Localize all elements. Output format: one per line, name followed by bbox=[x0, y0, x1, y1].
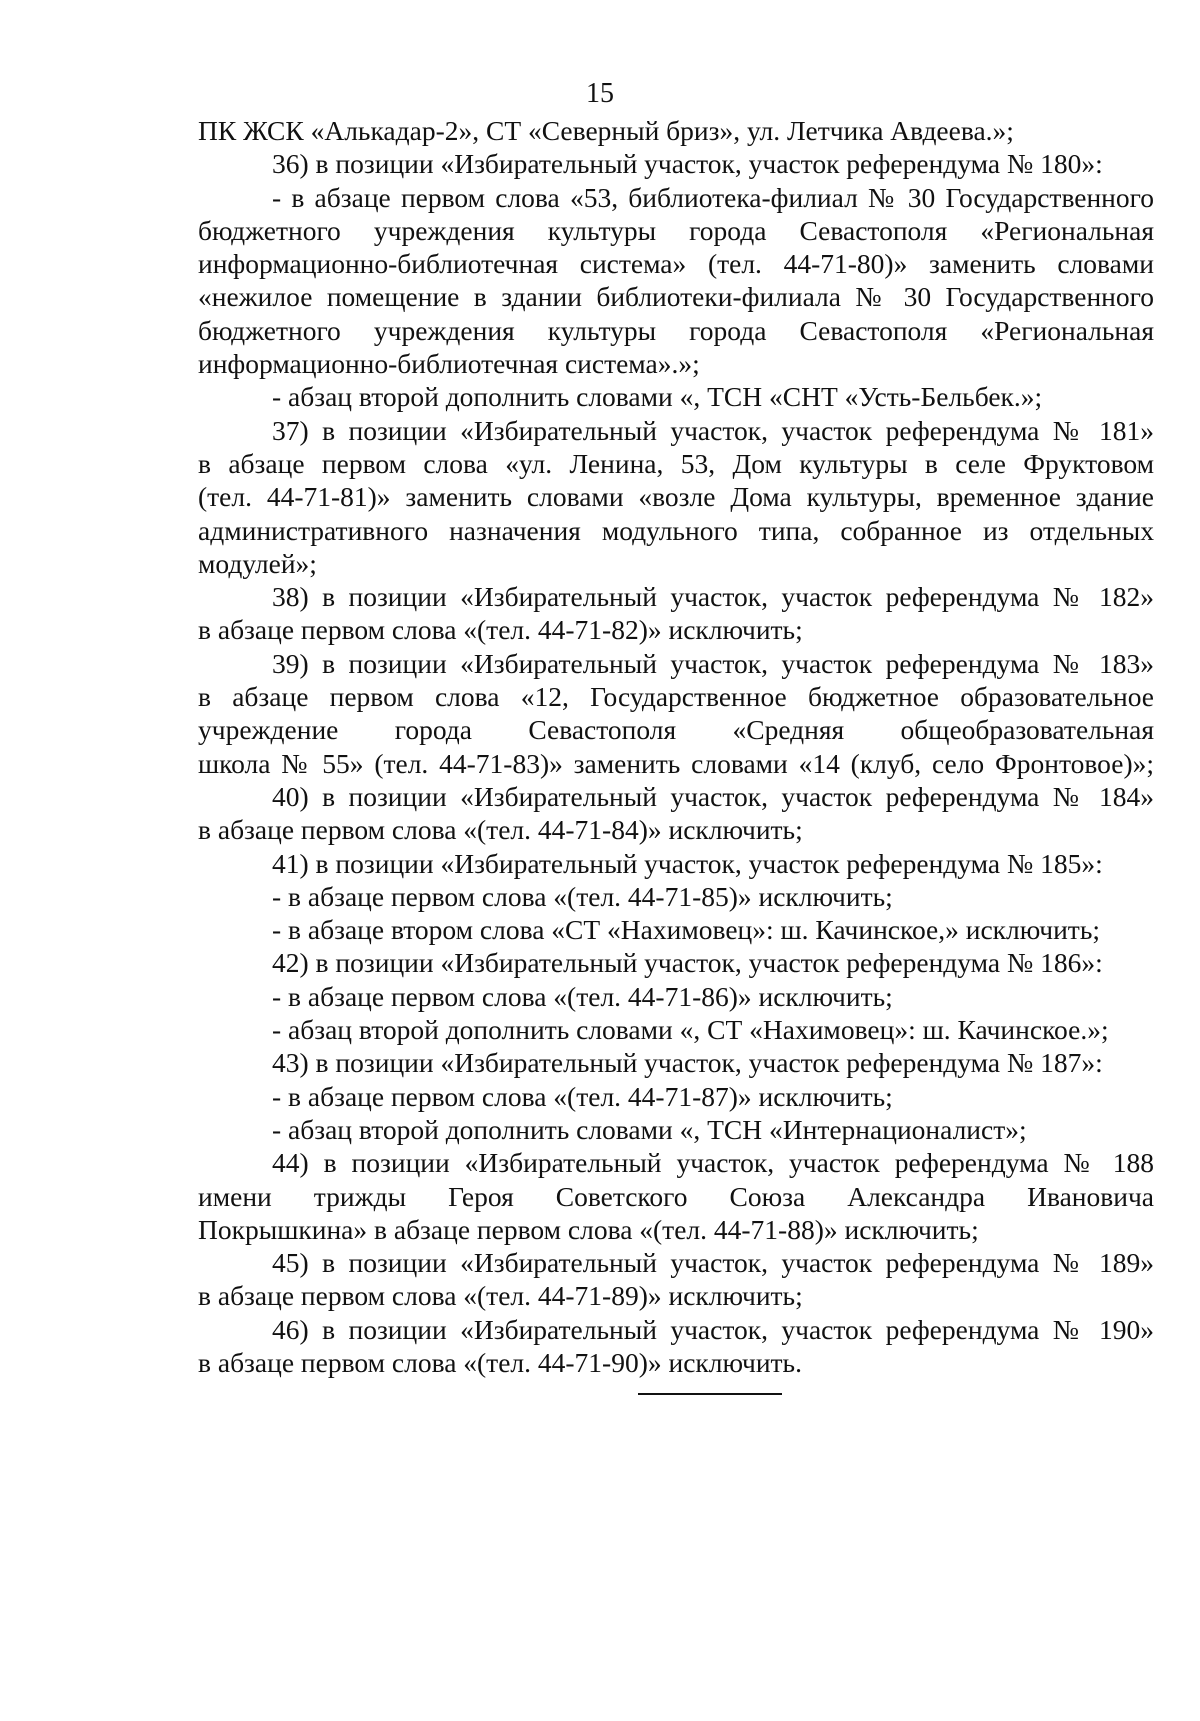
text-line: - абзац второй дополнить словами «, ТСН «Интернационалист»; bbox=[272, 1113, 1027, 1145]
text-line: 36) в позиции «Избирательный участок, участок референдума № 180»: bbox=[272, 148, 1103, 180]
text-line: - абзац второй дополнить словами «, ТСН «СНТ «Усть-Бельбек.»; bbox=[272, 381, 1043, 413]
text-line: в абзаце первом слова «(тел. 44-71-90)» исключить. bbox=[198, 1346, 802, 1378]
text-line: имени трижды Героя Советского Союза Александра Ивановича bbox=[198, 1180, 1154, 1212]
text-line: бюджетного учреждения культуры города Севастополя «Региональная bbox=[198, 214, 1154, 246]
text-line: учреждение города Севастополя «Средняя общеобразовательная bbox=[198, 714, 1154, 746]
text-line: 43) в позиции «Избирательный участок, участок референдума № 187»: bbox=[272, 1047, 1103, 1079]
text-line: 37) в позиции «Избирательный участок, участок референдума № 181» bbox=[272, 414, 1154, 446]
text-line: в абзаце первом слова «12, Государственное бюджетное образовательное bbox=[198, 681, 1154, 713]
text-line: в абзаце первом слова «ул. Ленина, 53, Дом культуры в селе Фруктовом bbox=[198, 447, 1154, 479]
text-line: - в абзаце первом слова «(тел. 44-71-86)» исключить; bbox=[272, 980, 893, 1012]
text-line: 45) в позиции «Избирательный участок, участок референдума № 189» bbox=[272, 1247, 1154, 1279]
text-line: 46) в позиции «Избирательный участок, участок референдума № 190» bbox=[272, 1313, 1154, 1345]
text-line: - в абзаце первом слова «53, библиотека-филиал № 30 Государственного bbox=[272, 181, 1154, 213]
text-line: ПК ЖСК «Алькадар-2», СТ «Северный бриз», ул. Летчика Авдеева.»; bbox=[198, 115, 1014, 146]
page-number: 15 bbox=[586, 78, 614, 109]
text-line: (тел. 44-71-81)» заменить словами «возле Дома культуры, временное здание bbox=[198, 481, 1154, 513]
text-line: 40) в позиции «Избирательный участок, участок референдума № 184» bbox=[272, 780, 1154, 812]
text-line: административного назначения модульного типа, собранное из отдельных bbox=[198, 514, 1154, 546]
text-line: 39) в позиции «Избирательный участок, участок референдума № 183» bbox=[272, 647, 1154, 679]
text-line: 42) в позиции «Избирательный участок, участок референдума № 186»: bbox=[272, 947, 1103, 979]
text-line: «нежилое помещение в здании библиотеки-филиала № 30 Государственного bbox=[198, 281, 1154, 313]
text-line: - в абзаце втором слова «СТ «Нахимовец»: ш. Качинское,» исключить; bbox=[272, 914, 1100, 946]
text-line: в абзаце первом слова «(тел. 44-71-84)» исключить; bbox=[198, 814, 803, 846]
text-line: модулей»; bbox=[198, 547, 317, 579]
text-line: 38) в позиции «Избирательный участок, участок референдума № 182» bbox=[272, 581, 1154, 613]
text-line: - в абзаце первом слова «(тел. 44-71-87)» исключить; bbox=[272, 1080, 893, 1112]
text-line: школа № 55» (тел. 44-71-83)» заменить словами «14 (клуб, село Фронтовое)»; bbox=[198, 747, 1154, 779]
document-body bbox=[198, 114, 1154, 1379]
text-line: информационно-библиотечная система».»; bbox=[198, 348, 700, 380]
text-line: - абзац второй дополнить словами «, СТ «Нахимовец»: ш. Качинское.»; bbox=[272, 1014, 1109, 1046]
text-line: 44) в позиции «Избирательный участок, участок референдума № 188 bbox=[272, 1147, 1154, 1179]
text-line: - в абзаце первом слова «(тел. 44-71-85)» исключить; bbox=[272, 880, 893, 912]
text-line: бюджетного учреждения культуры города Севастополя «Региональная bbox=[198, 314, 1154, 346]
end-rule-divider bbox=[638, 1393, 782, 1395]
text-line: в абзаце первом слова «(тел. 44-71-89)» исключить; bbox=[198, 1280, 803, 1312]
text-line: информационно-библиотечная система» (тел. 44-71-80)» заменить словами bbox=[198, 248, 1154, 280]
text-line: Покрышкина» в абзаце первом слова «(тел. 44-71-88)» исключить; bbox=[198, 1213, 979, 1245]
text-line: в абзаце первом слова «(тел. 44-71-82)» исключить; bbox=[198, 614, 803, 646]
text-line: 41) в позиции «Избирательный участок, участок референдума № 185»: bbox=[272, 847, 1103, 879]
